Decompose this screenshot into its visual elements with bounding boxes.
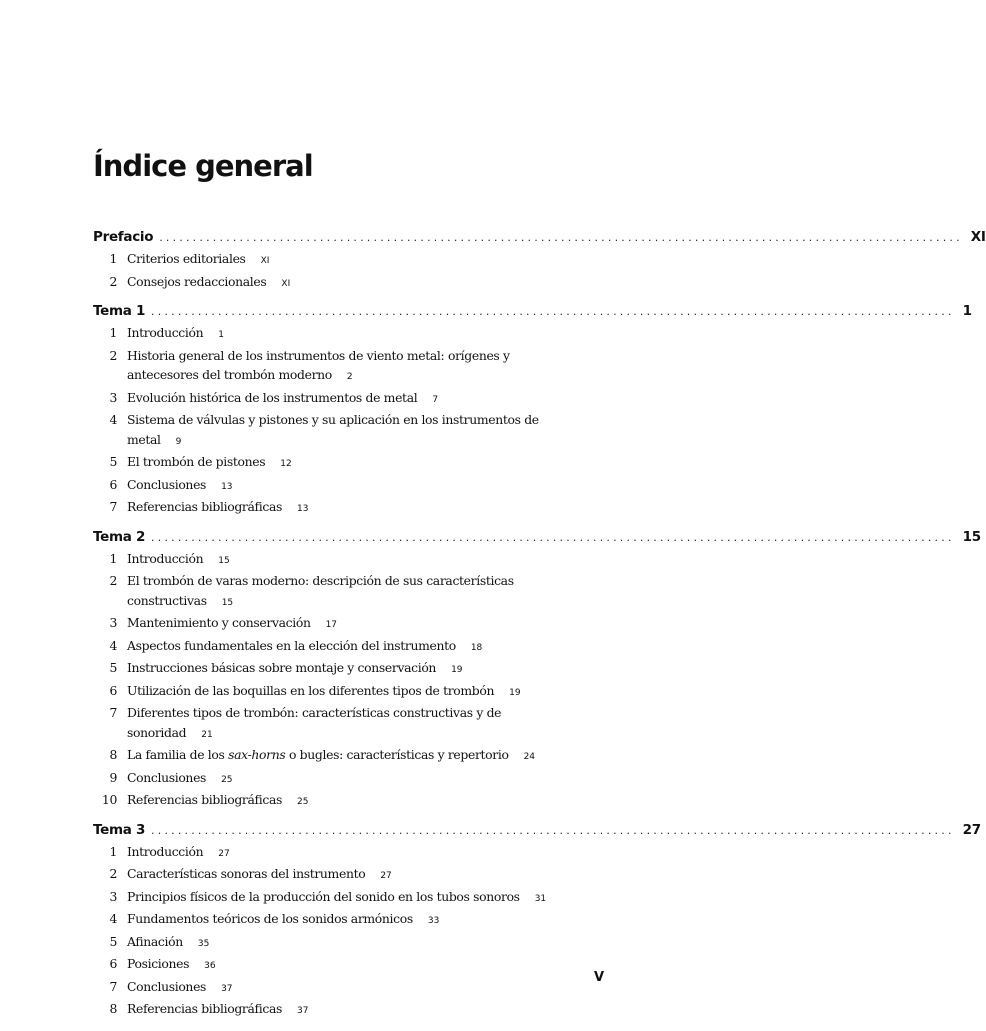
entry-page-number: 27 [380, 871, 392, 881]
toc-entry[interactable] [93, 909, 603, 932]
entry-number: 10 [101, 792, 117, 807]
entry-title-text: Referencias bibliográficas [127, 792, 282, 807]
toc-entry[interactable] [93, 703, 603, 745]
dot-leader: ........................................................................................................................ [151, 305, 955, 318]
entry-page-number: XI [281, 278, 291, 289]
entry-number: 3 [109, 389, 117, 405]
toc-entry[interactable] [93, 323, 603, 346]
entry-number: 2 [109, 273, 117, 289]
entry-number: 1 [109, 550, 117, 566]
toc-entry[interactable] [93, 954, 603, 977]
entry-page-number: XI [260, 256, 270, 266]
dot-leader: ........................................................................................................................ [151, 823, 955, 837]
entry-page-number: 17 [325, 620, 338, 630]
entry-title-text: La familia de los [127, 747, 229, 762]
entry-title [127, 658, 577, 681]
entry-title-text: Utilización de las boquillas en los diferentes tipos de trombón [127, 682, 495, 698]
toc-entry[interactable] [93, 410, 603, 452]
entry-page-number: 27 [218, 848, 230, 859]
entry-title [127, 497, 577, 520]
entry-number: 8 [109, 747, 117, 762]
entry-title-text: Instrucciones básicas sobre montaje y conservación [127, 660, 437, 675]
toc-section [93, 528, 981, 813]
entry-title [127, 768, 577, 791]
entry-page-number: 18 [470, 642, 483, 653]
entry-number: 6 [109, 682, 117, 698]
entry-page-number: 13 [221, 481, 233, 492]
entry-page-number: 13 [297, 504, 309, 514]
entry-number: 7 [109, 978, 117, 994]
entry-title-text: El trombón de pistones [127, 454, 266, 469]
entry-page-number: 31 [534, 893, 547, 904]
toc-entry[interactable] [93, 999, 603, 1022]
chapter-entry[interactable] [93, 821, 981, 842]
toc-entry[interactable] [93, 768, 603, 791]
entry-number: 1 [109, 843, 117, 859]
entry-number: 5 [109, 454, 117, 469]
entry-number: 4 [109, 637, 117, 653]
entry-page-number: 19 [509, 687, 521, 698]
entry-title-text: o bugles: características y repertorio [285, 747, 509, 762]
entry-number: 5 [109, 660, 117, 675]
entry-title [127, 864, 577, 887]
page-title: Índice general [93, 149, 313, 183]
entry-title [127, 887, 577, 910]
entry-page-number: 37 [297, 1006, 309, 1016]
toc-entry[interactable] [93, 613, 603, 636]
toc-section [93, 303, 972, 520]
toc-entry[interactable] [93, 681, 603, 704]
toc-entry[interactable] [93, 388, 603, 411]
entry-number: 2 [109, 866, 117, 881]
chapter-title: Tema 2 [93, 528, 146, 545]
entry-page-number: 33 [427, 916, 440, 926]
entry-number: 2 [109, 347, 117, 363]
entry-page-number: 21 [201, 729, 213, 740]
entry-title [127, 272, 577, 295]
chapter-page-number: XI [970, 229, 986, 245]
toc-entry[interactable] [93, 497, 603, 520]
chapter-page-number: 27 [962, 821, 981, 838]
entry-page-number: 2 [346, 372, 353, 382]
entry-number: 2 [109, 573, 117, 588]
toc-entry[interactable] [93, 745, 603, 768]
entry-title-text: Conclusiones [127, 476, 207, 492]
entry-title [127, 954, 577, 977]
entry-title [127, 410, 577, 452]
entry-title-text: Características sonoras del instrumento [127, 866, 366, 881]
entry-title [127, 745, 577, 768]
toc-entry[interactable] [93, 452, 603, 475]
entry-title-text: El trombón de varas moderno: descripción de sus características constructivas [127, 573, 514, 608]
toc-entry[interactable] [93, 571, 603, 613]
entry-title-text: Introducción [127, 843, 204, 859]
entry-title [127, 909, 577, 932]
entry-title-text: Referencias bibliográficas [127, 1001, 282, 1016]
entry-title-text: Mantenimiento y conservación [127, 615, 311, 630]
toc-entry[interactable] [93, 790, 603, 813]
chapter-title: Prefacio [93, 229, 154, 245]
entry-title [127, 346, 577, 388]
entry-number: 3 [109, 888, 117, 904]
entry-title-text: Historia general de los instrumentos de viento metal: orígenes y antecesores del trombón moderno [127, 347, 510, 382]
chapter-entry[interactable] [93, 303, 972, 323]
toc-entry[interactable] [93, 346, 603, 388]
chapter-entry[interactable] [93, 528, 981, 549]
toc-entry[interactable] [93, 887, 603, 910]
entry-title [127, 571, 577, 613]
entry-number: 7 [109, 705, 117, 720]
toc-entry[interactable] [93, 475, 603, 498]
entry-title [127, 613, 577, 636]
toc-entry[interactable] [93, 249, 603, 272]
entry-page-number: 36 [204, 961, 216, 971]
dot-leader: ........................................................................................................................ [151, 530, 955, 544]
entry-page-number: 15 [218, 555, 230, 566]
entry-number: 6 [109, 956, 117, 971]
entry-number: 8 [109, 1001, 117, 1016]
entry-number: 3 [109, 615, 117, 630]
toc-entry[interactable] [93, 658, 603, 681]
dot-leader: ........................................................................................................................ [159, 231, 963, 244]
entry-page-number: 19 [451, 665, 463, 675]
toc-entry[interactable] [93, 272, 603, 295]
entry-title [127, 842, 577, 865]
toc-entry[interactable] [93, 549, 603, 572]
entry-title-text: Principios físicos de la producción del sonido en los tubos sonoros [127, 888, 520, 904]
entry-title-text: Afinación [127, 933, 183, 949]
entry-title-text: Introducción [127, 325, 204, 340]
entry-title-text: Criterios editoriales [127, 251, 246, 266]
entry-page-number: 25 [297, 797, 309, 807]
entry-page-number: 12 [280, 459, 292, 469]
chapter-page-number: 15 [962, 528, 981, 545]
chapter-page-number: 1 [962, 303, 972, 319]
entry-page-number: 35 [197, 938, 210, 949]
entry-number: 9 [109, 769, 117, 785]
toc-entry[interactable] [93, 636, 603, 659]
entry-title-text: Conclusiones [127, 769, 207, 785]
chapter-title: Tema 3 [93, 821, 146, 838]
toc-entry[interactable] [93, 932, 603, 955]
page-number: V [594, 970, 605, 985]
toc-entry[interactable] [93, 864, 603, 887]
entry-number: 6 [109, 476, 117, 492]
entry-title-italic: sax-horns [228, 747, 286, 762]
entry-title-text: Conclusiones [127, 978, 207, 994]
entry-title [127, 790, 577, 813]
entry-title [127, 999, 577, 1022]
entry-title-text: Referencias bibliográficas [127, 499, 282, 514]
entry-title-text: Introducción [127, 550, 204, 566]
entry-title-text: Evolución histórica de los instrumentos de metal [127, 389, 418, 405]
chapter-entry[interactable] [93, 229, 986, 249]
entry-page-number: 9 [175, 436, 182, 447]
entry-page-number: 25 [221, 774, 233, 785]
entry-title-text: Sistema de válvulas y pistones y su aplicación en los instrumentos de metal [127, 412, 539, 447]
entry-title [127, 475, 577, 498]
entry-number: 5 [109, 933, 117, 949]
entry-title-text: Fundamentos teóricos de los sonidos armónicos [127, 911, 413, 926]
toc-section [93, 821, 981, 1022]
entry-number: 7 [109, 499, 117, 514]
entry-page-number: 15 [221, 597, 234, 608]
entry-title-text: Consejos redaccionales [127, 273, 267, 289]
entry-title [127, 388, 577, 411]
entry-title [127, 636, 577, 659]
table-of-contents [93, 229, 986, 1031]
toc-entry[interactable] [93, 842, 603, 865]
entry-title [127, 703, 577, 745]
toc-section [93, 229, 986, 294]
entry-title [127, 977, 577, 1000]
entry-number: 1 [109, 325, 117, 340]
entry-number: 4 [109, 412, 117, 427]
entry-title [127, 249, 577, 272]
entry-title [127, 681, 577, 704]
entry-number: 4 [109, 911, 117, 926]
entry-page-number: 7 [432, 394, 439, 405]
chapter-title: Tema 1 [93, 303, 146, 319]
entry-title [127, 932, 577, 955]
entry-title-text: Diferentes tipos de trombón: características constructivas y de sonoridad [127, 705, 502, 740]
entry-page-number: 37 [221, 983, 233, 994]
entry-title-text: Aspectos fundamentales en la elección del instrumento [127, 637, 456, 653]
toc-entry[interactable] [93, 977, 603, 1000]
entry-title [127, 549, 577, 572]
entry-title [127, 323, 577, 346]
entry-title [127, 452, 577, 475]
entry-page-number: 24 [523, 752, 536, 762]
entry-title-text: Posiciones [127, 956, 190, 971]
entry-number: 1 [109, 251, 117, 266]
entry-page-number: 1 [218, 330, 224, 340]
